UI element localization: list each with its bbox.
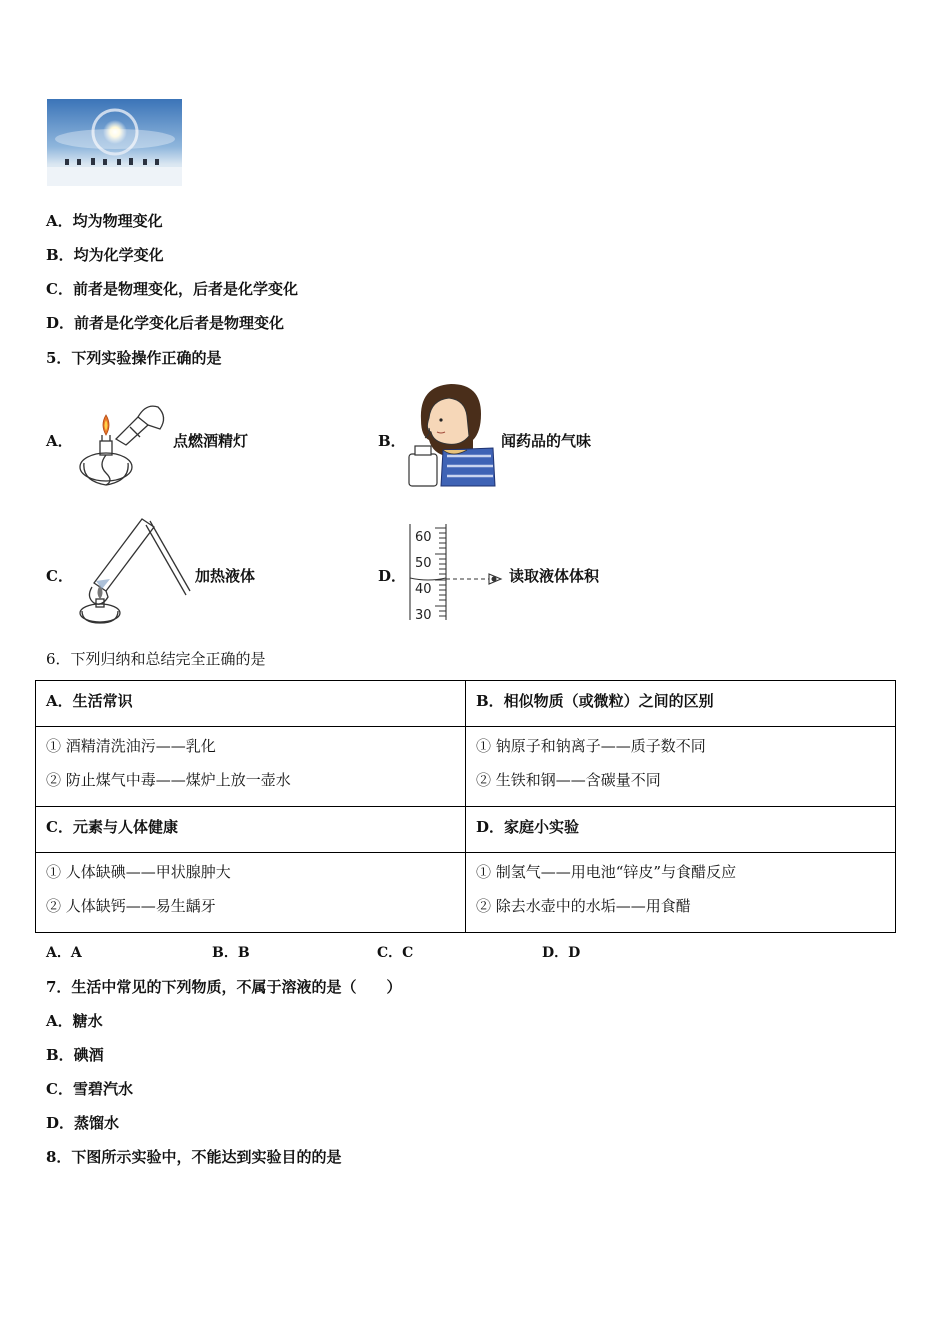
cell-c-body [36, 853, 466, 933]
cell-b-heading: B．相似物质（或微粒）之间的区别 [466, 681, 896, 727]
q6-answer-b: B．B [212, 945, 250, 961]
q7-option-a: A．糖水 [46, 1012, 103, 1030]
q5-option-c-label: C． [46, 567, 73, 585]
q7-stem: 7．生活中常见的下列物质，不属于溶液的是（ ） [46, 978, 402, 996]
cylinder-mark-60: 60 [415, 530, 432, 545]
smell-chemical-icon [407, 380, 497, 488]
q4-option-c: C．前者是物理变化，后者是化学变化 [46, 280, 298, 298]
q5-option-a-caption: 点燃酒精灯 [173, 432, 249, 450]
q6-answer-a: A．A [46, 945, 82, 961]
cylinder-mark-40: 40 [415, 582, 432, 597]
cylinder-mark-30: 30 [415, 608, 432, 623]
q4-option-a: A．均为物理变化 [46, 212, 163, 230]
cell-b-item-2: ② 生铁和钢——含碳量不同 [476, 771, 661, 789]
q6-answer-c: C．C [377, 945, 414, 961]
cell-a-body [36, 727, 466, 807]
q6-summary-table [35, 680, 896, 933]
cell-d-item-1: ① 制氢气——用电池“锌皮”与食醋反应 [476, 863, 737, 881]
q5-option-b-label: B． [378, 432, 406, 450]
cell-a-item-1: ① 酒精清洗油污——乳化 [46, 737, 216, 755]
cylinder-mark-50: 50 [415, 556, 432, 571]
cell-b-item-1: ① 钠原子和钠离子——质子数不同 [476, 737, 706, 755]
cell-a-item-2: ② 防止煤气中毒——煤炉上放一壶水 [46, 771, 291, 789]
alcohol-lamp-lighting-icon [76, 397, 171, 490]
q4-option-b: B．均为化学变化 [46, 246, 164, 264]
cell-a-heading: A．生活常识 [36, 681, 466, 727]
q6-stem: 6．下列归纳和总结完全正确的是 [46, 650, 266, 668]
cell-c-item-1: ① 人体缺碘——甲状腺肿大 [46, 863, 231, 881]
q7-option-b: B．碘酒 [46, 1046, 104, 1064]
cell-d-item-2: ② 除去水壶中的水垢——用食醋 [476, 897, 691, 915]
halo-photo [47, 99, 182, 186]
q6-answer-d: D．D [542, 945, 581, 961]
q4-option-d: D．前者是化学变化后者是物理变化 [46, 314, 285, 332]
q5-option-b-caption: 闻药品的气味 [501, 432, 592, 450]
q5-stem: 5．下列实验操作正确的是 [46, 349, 222, 367]
q5-option-a-label: A． [46, 432, 73, 450]
cell-d-body [466, 853, 896, 933]
q5-option-d-label: D． [378, 567, 407, 585]
q7-option-d: D．蒸馏水 [46, 1114, 120, 1132]
cell-c-heading: C．元素与人体健康 [36, 807, 466, 853]
q5-option-d-caption: 读取液体体积 [509, 567, 600, 585]
q5-option-c-caption: 加热液体 [195, 567, 256, 585]
heat-liquid-icon [74, 515, 194, 625]
cell-c-item-2: ② 人体缺钙——易生龋牙 [46, 897, 216, 915]
q8-stem: 8．下图所示实验中，不能达到实验目的的是 [46, 1148, 342, 1166]
cell-d-heading: D．家庭小实验 [466, 807, 896, 853]
cell-b-body [466, 727, 896, 807]
q7-option-c: C．雪碧汽水 [46, 1080, 133, 1098]
